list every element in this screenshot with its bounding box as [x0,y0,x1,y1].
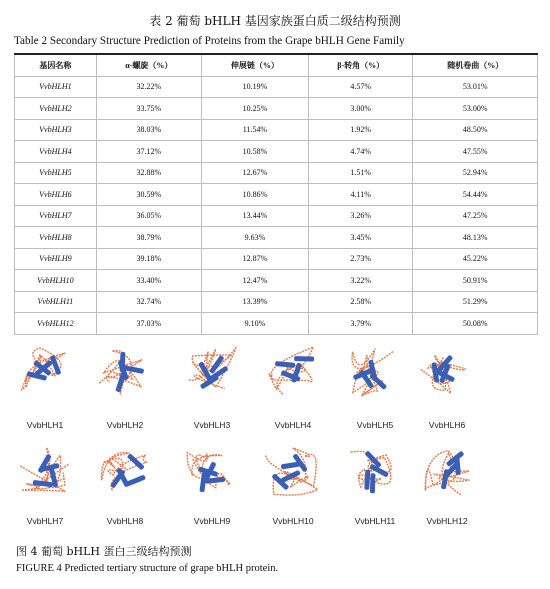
cell-extended-strand: 13.39% [201,291,308,313]
cell-random-coil: 54.44% [413,184,538,206]
protein-structure-image [90,440,160,520]
cell-random-coil: 48.50% [413,119,538,141]
table-row [15,313,538,335]
header-beta-turn: β-转角（%） [308,54,413,76]
cell-extended-strand: 11.54% [201,119,308,141]
cell-extended-strand: 10.58% [201,141,308,163]
protein-structure-image [177,440,247,520]
protein-structure-image [10,340,80,420]
cell-beta-turn: 2.58% [308,291,413,313]
cell-random-coil: 50.91% [413,270,538,292]
protein-structure-image [340,340,410,420]
protein-ribbon-icon [10,340,80,402]
protein-ribbon-icon [10,440,80,502]
cell-alpha-helix: 36.05% [96,205,201,227]
protein-label: VvbHLH1 [26,420,64,430]
table-row [15,98,538,120]
protein-label: VvbHLH3 [193,420,231,430]
header-extended-strand: 伸展链（%） [201,54,308,76]
table-row [15,119,538,141]
table-row [15,248,538,270]
cell-random-coil: 50.08% [413,313,538,335]
figure-caption-cn: 图 4 葡萄 bHLH 蛋白三级结构预测 [16,545,192,558]
protein-label: VvbHLH8 [106,516,144,526]
table-row [15,162,538,184]
cell-random-coil: 45.22% [413,248,538,270]
protein-ribbon-icon [412,440,482,502]
protein-label: VvbHLH5 [356,420,394,430]
cell-extended-strand: 10.25% [201,98,308,120]
protein-structure-image [412,440,482,520]
cell-extended-strand: 12.67% [201,162,308,184]
cell-random-coil: 53.00% [413,98,538,120]
cell-gene-name: VvbHLH8 [15,227,97,249]
protein-structure-image [412,340,482,420]
protein-label: VvbHLH10 [272,516,314,526]
cell-alpha-helix: 30.59% [96,184,201,206]
protein-structure-image [90,340,160,420]
table-row [15,291,538,313]
cell-random-coil: 48.13% [413,227,538,249]
protein-label: VvbHLH12 [426,516,468,526]
cell-alpha-helix: 32.88% [96,162,201,184]
protein-label: VvbHLH11 [354,516,396,526]
table-header-row [15,54,538,76]
table-row [15,205,538,227]
figure-caption-en: FIGURE 4 Predicted tertiary structure of grape bHLH protein. [16,563,279,574]
table-row [15,227,538,249]
cell-random-coil: 47.55% [413,141,538,163]
protein-ribbon-icon [177,440,247,502]
table-row [15,270,538,292]
header-gene-name: 基因名称 [15,54,97,76]
cell-extended-strand: 10.86% [201,184,308,206]
cell-beta-turn: 4.11% [308,184,413,206]
cell-random-coil: 52.94% [413,162,538,184]
cell-alpha-helix: 32.22% [96,76,201,98]
cell-extended-strand: 12.47% [201,270,308,292]
cell-beta-turn: 1.51% [308,162,413,184]
protein-label: VvbHLH9 [193,516,231,526]
cell-random-coil: 47.25% [413,205,538,227]
cell-beta-turn: 2.73% [308,248,413,270]
protein-ribbon-icon [258,440,328,502]
protein-label: VvbHLH6 [428,420,466,430]
protein-label: VvbHLH4 [274,420,312,430]
protein-label: VvbHLH7 [26,516,64,526]
cell-gene-name: VvbHLH5 [15,162,97,184]
cell-beta-turn: 3.45% [308,227,413,249]
cell-beta-turn: 3.26% [308,205,413,227]
protein-ribbon-icon [90,340,160,402]
table-row [15,76,538,98]
secondary-structure-table [14,53,538,335]
cell-alpha-helix: 37.12% [96,141,201,163]
cell-alpha-helix: 38.03% [96,119,201,141]
protein-structure-image [340,440,410,520]
cell-alpha-helix: 39.18% [96,248,201,270]
header-random-coil: 随机卷曲（%） [413,54,538,76]
cell-gene-name: VvbHLH6 [15,184,97,206]
protein-structure-image [10,440,80,520]
cell-alpha-helix: 37.03% [96,313,201,335]
cell-beta-turn: 3.79% [308,313,413,335]
cell-random-coil: 51.29% [413,291,538,313]
cell-beta-turn: 3.00% [308,98,413,120]
cell-gene-name: VvbHLH3 [15,119,97,141]
protein-ribbon-icon [90,440,160,502]
protein-structure-image [258,340,328,420]
cell-random-coil: 53.01% [413,76,538,98]
cell-beta-turn: 4.57% [308,76,413,98]
cell-alpha-helix: 32.74% [96,291,201,313]
cell-gene-name: VvbHLH10 [15,270,97,292]
header-alpha-helix: α-螺旋（%） [96,54,201,76]
protein-ribbon-icon [412,340,482,402]
cell-gene-name: VvbHLH1 [15,76,97,98]
cell-gene-name: VvbHLH9 [15,248,97,270]
protein-structure-image [177,340,247,420]
cell-gene-name: VvbHLH4 [15,141,97,163]
cell-alpha-helix: 38.79% [96,227,201,249]
cell-gene-name: VvbHLH7 [15,205,97,227]
cell-alpha-helix: 33.40% [96,270,201,292]
cell-extended-strand: 10.19% [201,76,308,98]
protein-structure-image [258,440,328,520]
cell-beta-turn: 1.92% [308,119,413,141]
cell-gene-name: VvbHLH11 [15,291,97,313]
protein-ribbon-icon [177,340,247,402]
cell-extended-strand: 13.44% [201,205,308,227]
cell-beta-turn: 4.74% [308,141,413,163]
cell-beta-turn: 3.22% [308,270,413,292]
table-row [15,141,538,163]
cell-extended-strand: 9.10% [201,313,308,335]
table-row [15,184,538,206]
cell-extended-strand: 9.63% [201,227,308,249]
table-title-en: Table 2 Secondary Structure Prediction of Proteins from the Grape bHLH Gene Family [14,35,405,47]
cell-gene-name: VvbHLH2 [15,98,97,120]
protein-label: VvbHLH2 [106,420,144,430]
protein-ribbon-icon [340,440,410,502]
cell-extended-strand: 12.87% [201,248,308,270]
cell-alpha-helix: 33.75% [96,98,201,120]
table-title-cn: 表 2 葡萄 bHLH 基因家族蛋白质二级结构预测 [149,14,401,28]
protein-ribbon-icon [340,340,410,402]
cell-gene-name: VvbHLH12 [15,313,97,335]
protein-ribbon-icon [258,340,328,402]
